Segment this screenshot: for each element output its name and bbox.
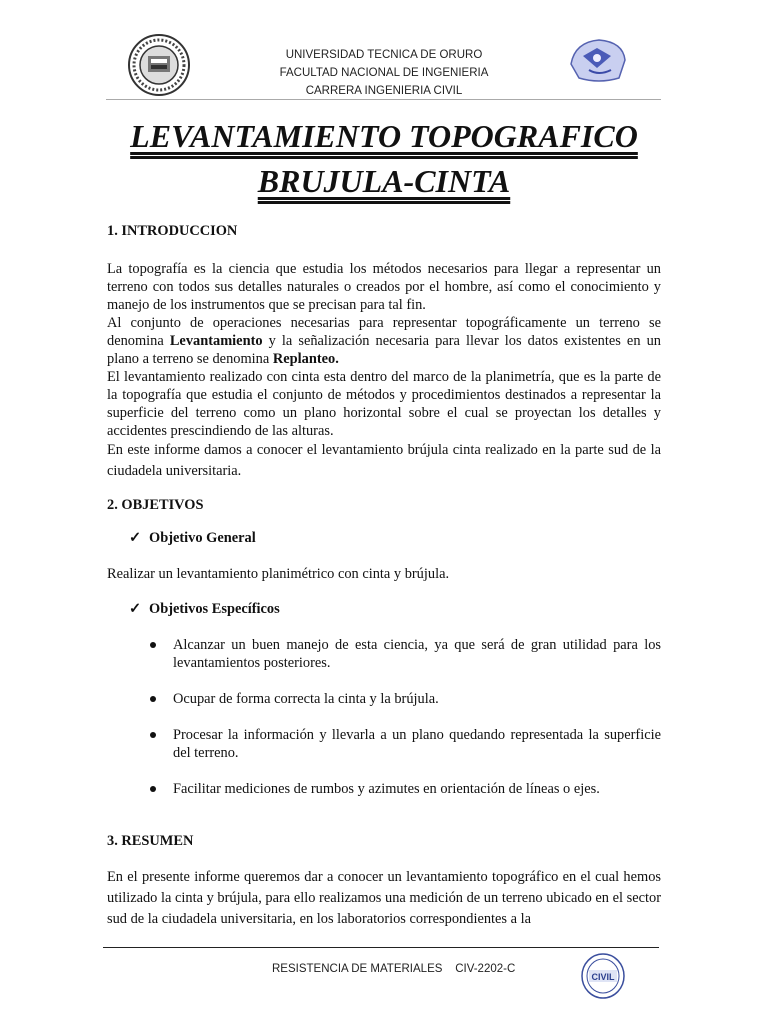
header-divider <box>106 99 661 100</box>
intro-paragraph-4: En este informe damos a conocer el levantamiento brújula cinta realizado en la parte sud de la ciudadela universitaria. <box>107 442 661 479</box>
footer-divider <box>103 947 659 948</box>
intro-paragraph-2 <box>107 314 661 368</box>
document-body <box>107 222 661 930</box>
bullet-icon <box>150 732 156 738</box>
institution-header <box>230 46 538 100</box>
list-item-text: Procesar la información y llevarla a un plano quedando representada la superficie del terreno. <box>173 727 661 761</box>
document-title-line1: LEVANTAMIENTO TOPOGRAFICO <box>130 118 638 154</box>
career-name: CARRERA INGENIERIA CIVIL <box>305 85 463 97</box>
list-item-text: Facilitar mediciones de rumbos y azimutes en orientación de líneas o ejes. <box>173 781 600 797</box>
list-item <box>107 690 661 708</box>
objective-specific-label: Objetivos Específicos <box>149 601 280 617</box>
term-replanteo: Replanteo. <box>272 351 339 367</box>
intro-paragraph-1: La topografía es la ciencia que estudia los métodos necesarios para llegar a representar un terreno con todos sus detalles naturales o creados por el hombre, así como el conocimiento y manejo de los instrumentos que se precisan para tal fin. <box>107 261 661 313</box>
checkmark-icon: ✓ <box>129 530 142 546</box>
objective-specific-heading <box>129 600 661 618</box>
intro-p2-text-c: y la señalización necesaria para llevar los datos existentes en un plano a terreno se denomina <box>107 333 661 367</box>
section-heading-resumen: 3. RESUMEN <box>107 833 194 849</box>
university-seal-icon <box>127 34 191 96</box>
university-name: UNIVERSIDAD TECNICA DE ORURO <box>285 49 483 61</box>
bullet-icon <box>150 786 156 792</box>
bullet-icon <box>150 696 156 702</box>
section-heading-introduccion: 1. INTRODUCCION <box>107 223 238 239</box>
faculty-name: FACULTAD NACIONAL DE INGENIERIA <box>279 67 489 79</box>
checkmark-icon: ✓ <box>129 601 142 617</box>
objective-general-label: Objetivo General <box>149 530 256 546</box>
document-title-line2: BRUJULA-CINTA <box>257 163 511 199</box>
bullet-icon <box>150 642 156 648</box>
list-item <box>107 780 661 798</box>
list-item <box>107 636 661 672</box>
specific-objectives-list <box>107 636 661 798</box>
list-item-text: Ocupar de forma correcta la cinta y la brújula. <box>173 691 439 707</box>
faculty-emblem-icon <box>565 34 631 86</box>
list-item <box>107 726 661 762</box>
section-heading-objetivos: 2. OBJETIVOS <box>107 497 204 513</box>
intro-paragraph-3: El levantamiento realizado con cinta esta dentro del marco de la planimetría, que es la parte de la topografía que estudia el conjunto de métodos y procedimientos destinados a representar la superficie del terreno como un plano horizontal sobre el cual se proyectan los detalles y accidentes prescindiendo de las alturas. <box>107 369 661 439</box>
civil-logo-icon <box>580 952 626 1000</box>
objective-general-text: Realizar un levantamiento planimétrico con cinta y brújula. <box>107 566 450 582</box>
course-footer: RESISTENCIA DE MATERIALES CIV-2202-C <box>272 963 516 975</box>
civil-logo-text: CIVIL <box>591 972 615 982</box>
objective-general-heading <box>129 529 661 547</box>
summary-paragraph-1: En el presente informe queremos dar a conocer un levantamiento topográfico en el cual hemos utilizado la cinta y brújula, para ello realizamos una medición de un terreno ubicado en el sector sud de la ciudadela universitaria, en los laboratorios correspondientes a la <box>107 869 661 927</box>
intro-p2-text-a: Al conjunto de operaciones necesarias para representar topográficamente un terreno se denomina <box>107 315 661 349</box>
term-levantamiento: Levantamiento <box>169 333 263 349</box>
list-item-text: Alcanzar un buen manejo de esta ciencia, ya que será de gran utilidad para los levantamientos posteriores. <box>173 637 661 671</box>
